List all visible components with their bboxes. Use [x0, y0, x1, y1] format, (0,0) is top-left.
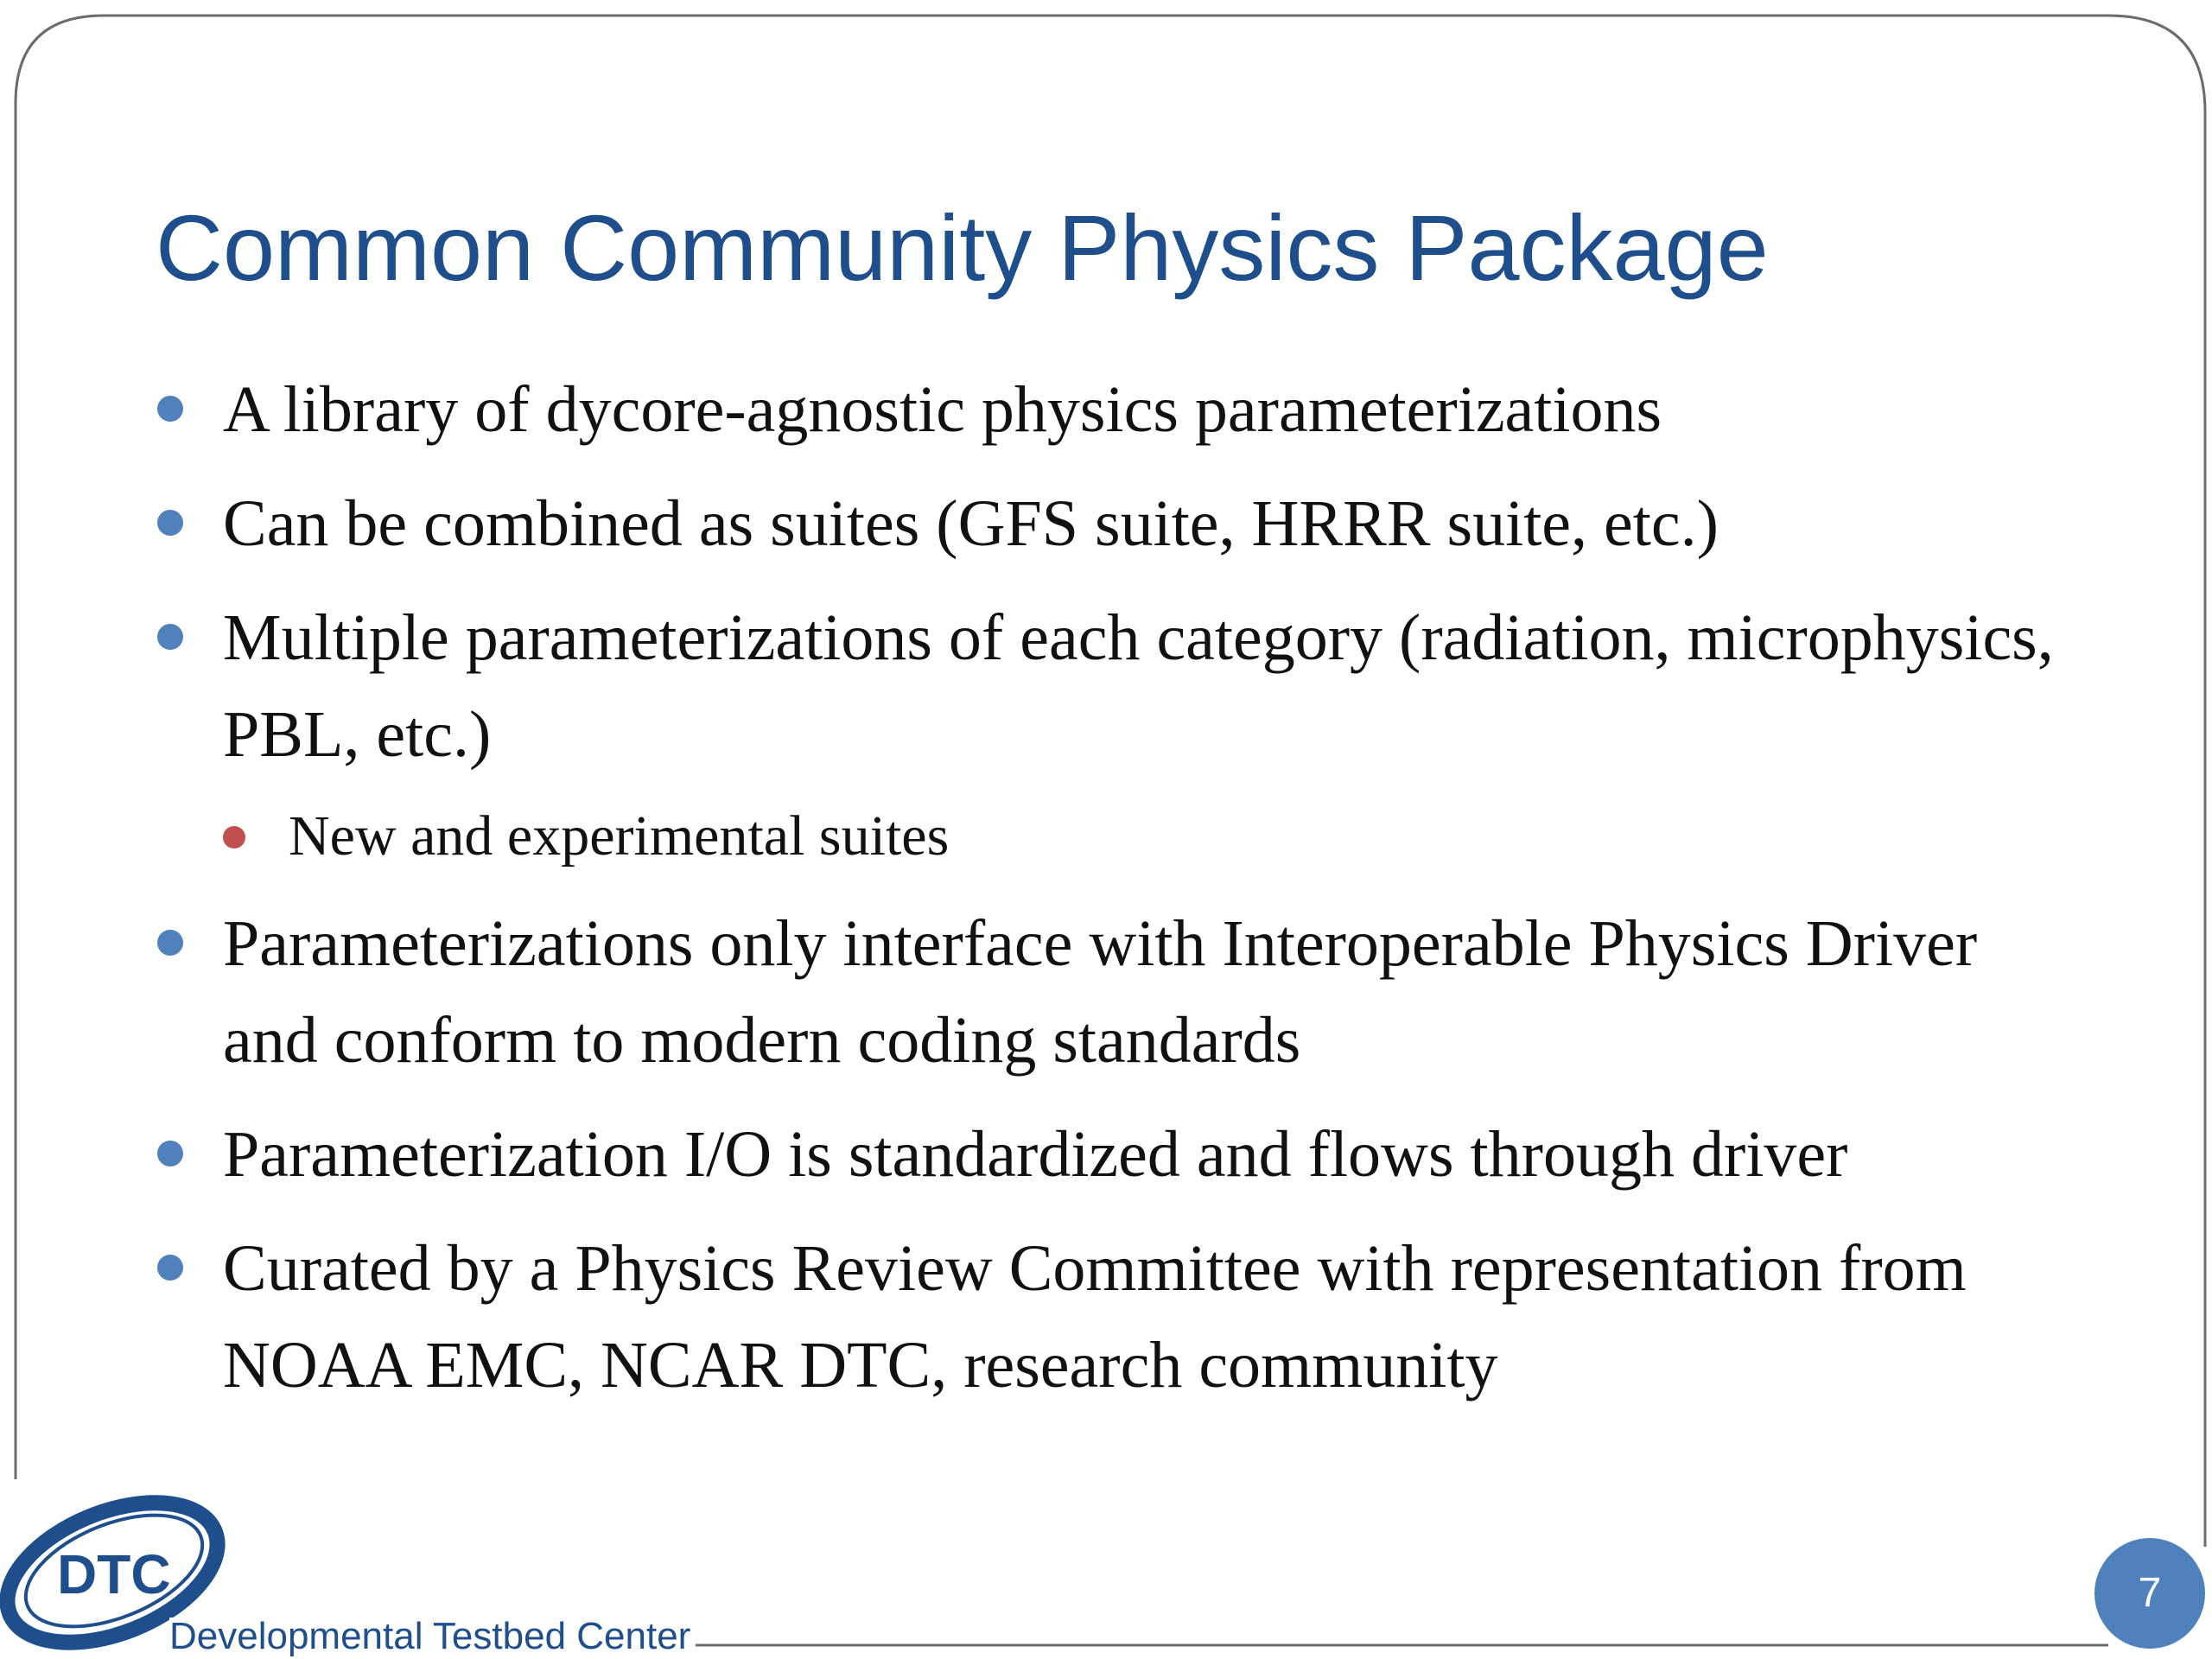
bullet-text: Can be combined as suites (GFS suite, HRRR suite, etc.) — [223, 487, 1719, 560]
slide-title: Common Community Physics Package — [156, 195, 1769, 300]
bullet-dot-icon — [157, 1255, 183, 1281]
sub-bullet-item — [223, 793, 2058, 880]
bullet-dot-icon — [157, 1141, 183, 1166]
bullet-dot-icon — [157, 396, 183, 422]
logo-abbr: DTC — [57, 1543, 171, 1605]
bullet-text: Parameterizations only interface with Interoperable Physics Driver and conform to modern coding standards — [223, 907, 1978, 1077]
bullet-item — [157, 1106, 2058, 1203]
sub-bullet-dot-icon — [223, 826, 245, 849]
bullet-text: Curated by a Physics Review Committee with representation from NOAA EMC, NCAR DTC, research community — [223, 1232, 1967, 1402]
bullet-item — [157, 361, 2058, 458]
bullet-item — [157, 895, 2058, 1089]
bullet-dot-icon — [157, 930, 183, 956]
bullet-item — [157, 475, 2058, 572]
sub-bullet-text: New and experimental suites — [289, 804, 950, 868]
bullet-item — [157, 589, 2058, 783]
bullet-text: Multiple parameterizations of each category (radiation, microphysics, PBL, etc.) — [223, 601, 2054, 771]
bullet-dot-icon — [157, 510, 183, 536]
bullet-text: Parameterization I/O is standardized and flows through driver — [223, 1118, 1848, 1191]
bullet-item — [157, 1220, 2058, 1414]
bullet-text: A library of dycore-agnostic physics parameterizations — [223, 373, 1662, 446]
bullet-dot-icon — [157, 624, 183, 650]
bullet-list — [157, 361, 2058, 1431]
logo-name: Developmental Testbed Center — [169, 1618, 696, 1656]
page-number-badge: 7 — [2094, 1538, 2205, 1649]
